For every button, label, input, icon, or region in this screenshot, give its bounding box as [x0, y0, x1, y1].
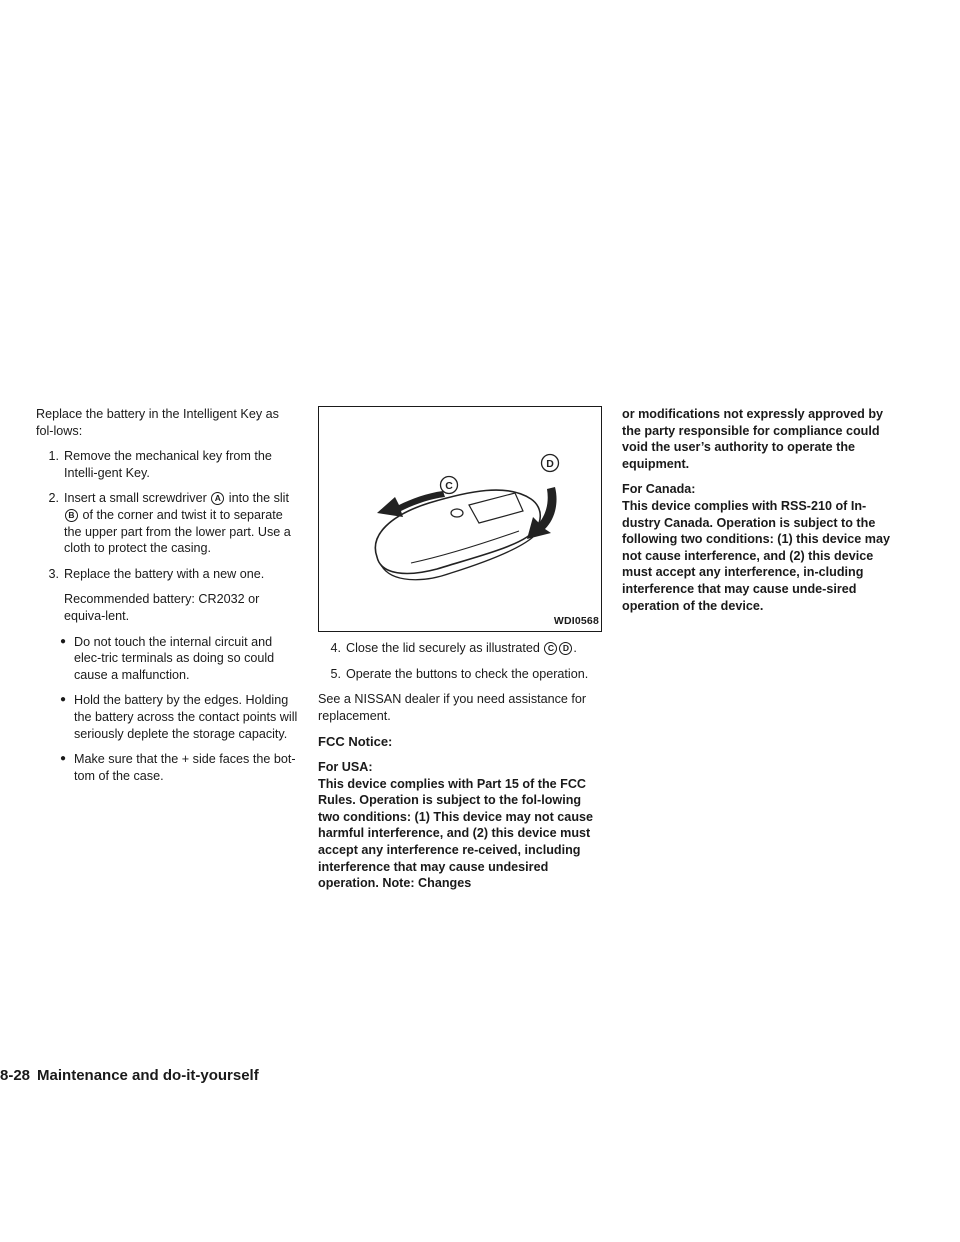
fcc-notice-heading: FCC Notice:	[318, 734, 393, 750]
bullet-item	[60, 692, 298, 742]
ref-c-marker: C	[544, 642, 557, 655]
page-number: 8-28	[0, 1067, 31, 1084]
step-3	[36, 566, 298, 583]
usa-heading: For USA:	[318, 759, 373, 774]
step-text: Operate the buttons to check the operation.	[346, 666, 589, 681]
canada-text: This device complies with RSS-210 of In-dustry Canada. Operation is subject to the following two conditions: (1) this device may not cause interference, and (2) this device must accept any interference, in-cluding interference that may cause unde-sired operation of the device.	[622, 498, 890, 613]
step-text-part: of the corner and twist it to separate the upper part from the lower part. Use a cloth to protect the casing.	[64, 507, 291, 556]
step-number: 4.	[330, 641, 341, 655]
bullet-text: Make sure that the + side faces the bot-tom of the case.	[74, 752, 296, 783]
column-middle	[318, 406, 602, 901]
label-d: D	[546, 458, 554, 470]
step-text-part: into the slit	[228, 491, 289, 506]
ref-b-marker: B	[65, 509, 78, 522]
figure-code: WDI0568	[553, 615, 599, 628]
canada-heading: For Canada:	[622, 482, 696, 497]
bullet-text: Do not touch the internal circuit and elec-tric terminals as doing so could cause a malfunction.	[74, 634, 275, 682]
step-number: 2.	[48, 491, 59, 506]
step-5	[318, 666, 602, 683]
usa-text-continued: or modifications not expressly approved by the party responsible for compliance could void the user’s authority to operate the equipment.	[622, 407, 884, 471]
step-text: Remove the mechanical key from the Intelli-gent Key.	[64, 449, 272, 480]
section-title: Maintenance and do-it-yourself	[37, 1067, 259, 1084]
bullet-item	[60, 634, 298, 684]
step-number: 1.	[48, 449, 59, 464]
step-text	[64, 490, 298, 556]
step-text: Replace the battery with a new one.	[64, 566, 265, 581]
page-footer	[0, 1067, 259, 1084]
step-4	[318, 640, 602, 657]
ref-d-marker: D	[559, 642, 572, 655]
column-right	[622, 406, 896, 623]
bullet-text: Hold the battery by the edges. Holding the battery across the contact points will seriously deplete the storage capacity.	[74, 693, 298, 741]
step-number: 3.	[48, 566, 59, 581]
usa-text: This device complies with Part 15 of the FCC Rules. Operation is subject to the fol-lowing two conditions: (1) This device may not cause harmful interference, and (2) this device must accept any interference re-ceived, including interference that may cause undesired operation. Note: Changes	[318, 776, 594, 891]
step-2	[36, 490, 298, 556]
step-text	[346, 640, 602, 657]
bullet-item	[60, 751, 298, 784]
label-c: C	[445, 480, 453, 492]
recommended-battery: Recommended battery: CR2032 or equiva-lent.	[64, 592, 260, 623]
column-left	[36, 406, 298, 793]
step-number: 5.	[330, 666, 341, 681]
step-text-part: Close the lid securely as illustrated	[346, 641, 540, 655]
bullet-icon: ●	[60, 753, 67, 765]
ref-a-marker: A	[211, 492, 224, 505]
intro-text: Replace the battery in the Intelligent Key as fol-lows:	[36, 407, 279, 438]
step-text-end: .	[573, 641, 577, 655]
dealer-text: See a NISSAN dealer if you need assistance for replacement.	[318, 692, 587, 723]
key-illustration	[318, 406, 602, 632]
bullet-icon: ●	[60, 694, 67, 706]
bullet-icon: ●	[60, 635, 67, 647]
step-1	[36, 448, 298, 481]
step-text-part: Insert a small screwdriver	[64, 491, 207, 506]
intelligent-key-drawing	[319, 407, 600, 630]
